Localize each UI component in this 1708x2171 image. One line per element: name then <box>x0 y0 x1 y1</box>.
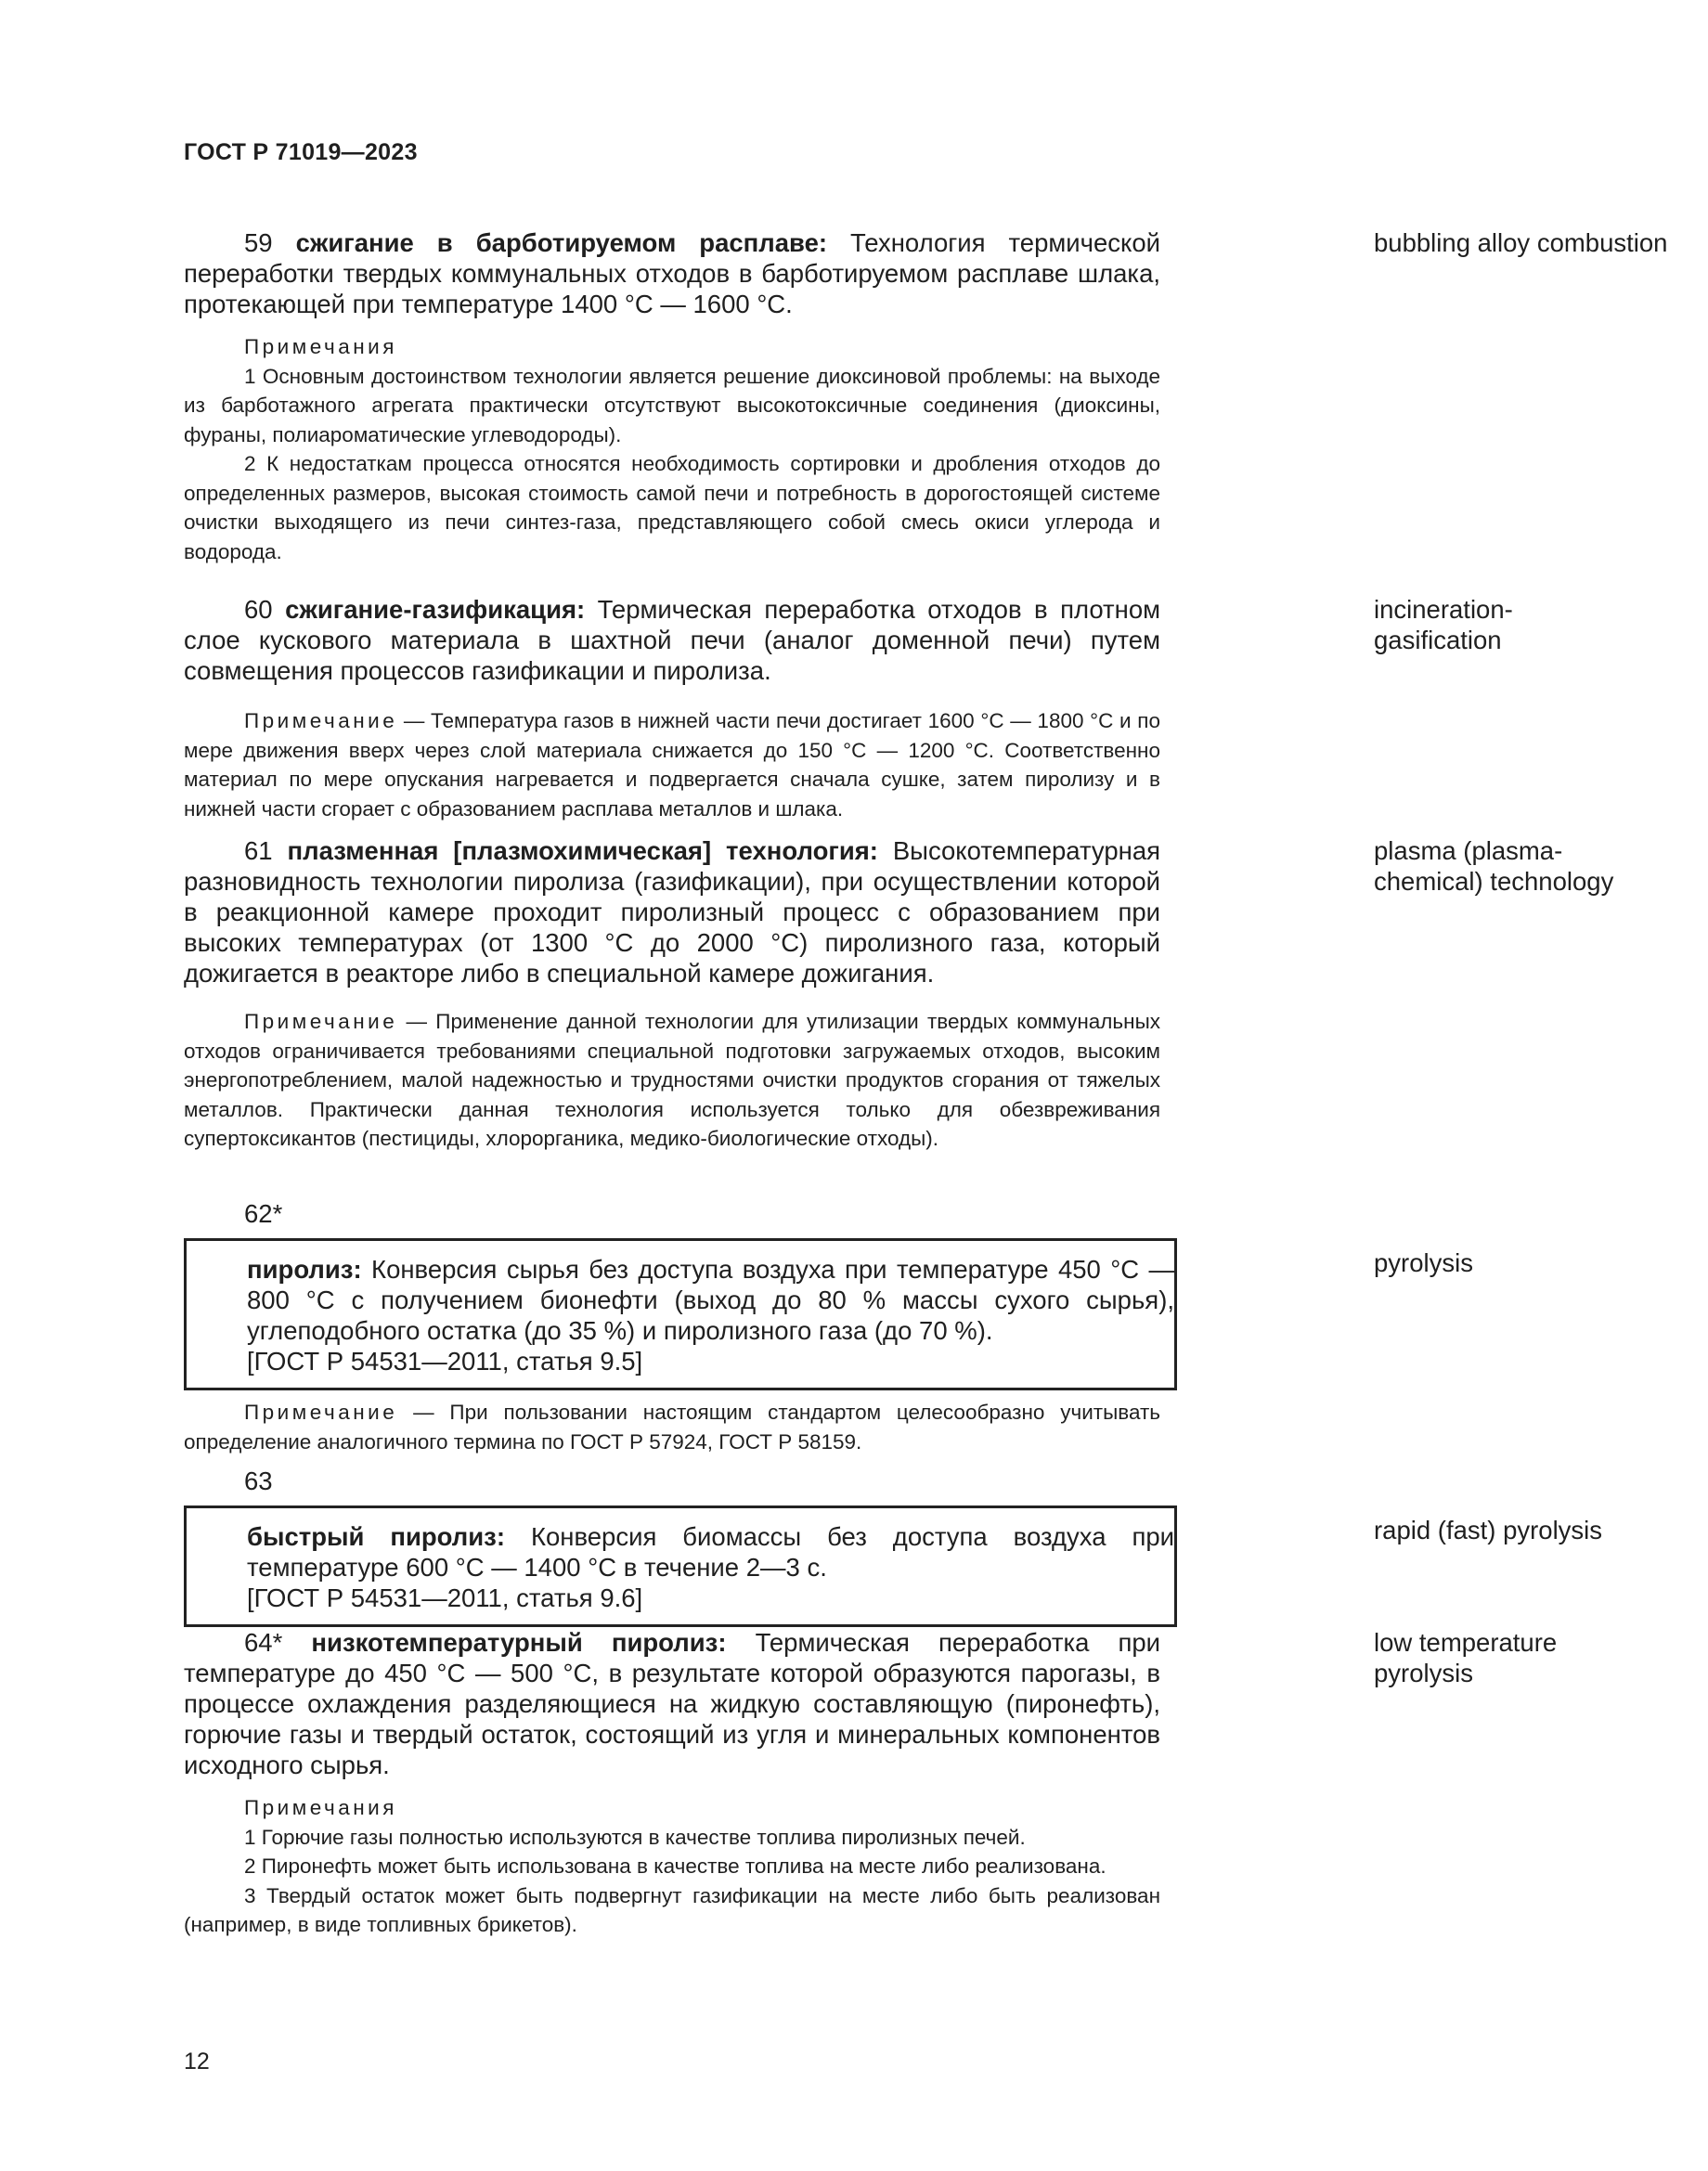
definition <box>184 227 1160 319</box>
note <box>184 706 1160 823</box>
term-entry-61 <box>184 835 1614 1154</box>
term: пиролиз: <box>247 1255 362 1284</box>
boxed-definition <box>184 1505 1177 1627</box>
term-entry-60 <box>184 594 1520 823</box>
term-number: 61 <box>244 836 273 865</box>
term: низкотемпературный пиролиз: <box>311 1628 727 1657</box>
term-entry-63 <box>184 1505 1603 1627</box>
english-equivalent: incineration-gasification <box>1374 595 1513 654</box>
definition-text: Технология термической переработки твердых коммунальных отходов в барботируемом расплаве шлака, протекающей при температуре 1400 °C — 1600 °C. <box>184 228 1161 318</box>
english-equivalent: pyrolysis <box>1374 1248 1473 1277</box>
term-number: 64* <box>244 1628 283 1657</box>
english-equivalent: bubbling alloy combustion <box>1374 228 1668 257</box>
note-item: 2 К недостаткам процесса относятся необходимость сортировки и дробления отходов до определенных размеров, высокая стоимость самой печи и потребность в дорогостоящей системе очистки выходящего из печи синтез-газа, представляющего собой смесь окиси углерода и водорода. <box>184 452 1160 563</box>
note-text: — Температура газов в нижней части печи достигает 1600 °C — 1800 °C и по мере движения вверх через слой материала снижается до 150 °C — 1200 °C. Соответственно материал по мере опускания нагревается и подвергается сначала сушке, затем пиролизу и в нижней части сгорает с образованием расплава металлов и шлака. <box>184 709 1160 821</box>
page-number: 12 <box>184 2048 210 2074</box>
note-title: Примечание <box>244 1401 398 1424</box>
notes <box>184 332 1160 566</box>
term: сжигание в барботируемом расплаве: <box>295 228 828 257</box>
note-title: Примечание <box>244 1010 398 1033</box>
term-number: 60 <box>244 595 273 624</box>
notes-title: Примечания <box>244 335 397 358</box>
definition <box>184 1627 1160 1780</box>
term-number: 59 <box>244 228 273 257</box>
term-entry-59 <box>184 227 1668 566</box>
definition <box>184 835 1160 989</box>
definition-text: Высокотемпературная разновидность технологии пиролиза (газификации), при осуществлении которой в реакционной камере проходит пиролизный процесс с образованием при высоких температурах (от 1300 °C до 2000 °C) пиролизного газа, который дожигается в реакторе либо в специальной камере дожигания. <box>184 836 1161 988</box>
term-number-63: 63 <box>244 1467 273 1495</box>
note-text: — Применение данной технологии для утилизации твердых коммунальных отходов ограничивается требованиями специальной подготовки загружаемых отходов, высоким энергопотреблением, малой надежностью и трудностями очистки продуктов сгорания от тяжелых металлов. Практически данная технология используется только для обезвреживания супертоксикантов (пестициды, хлорорганика, медико-биологические отходы). <box>184 1010 1160 1150</box>
notes <box>184 1793 1160 1940</box>
term-entry-62 <box>184 1238 1520 1456</box>
note-title: Примечание <box>244 709 398 732</box>
term: быстрый пиролиз: <box>247 1522 505 1551</box>
english-equivalent: low temperature pyrolysis <box>1374 1628 1558 1687</box>
note-text: — При пользовании настоящим стандартом целесообразно учитывать определение аналогичного термина по ГОСТ Р 57924, ГОСТ Р 58159. <box>184 1401 1160 1454</box>
term: плазменная [плазмохимическая] технология: <box>287 836 878 865</box>
document-code: ГОСТ Р 71019—2023 <box>184 139 418 165</box>
note-item: 2 Пиронефть может быть использована в качестве топлива на месте либо реализована. <box>244 1854 1106 1878</box>
definition-source: [ГОСТ Р 54531—2011, статья 9.6] <box>247 1583 643 1612</box>
note <box>184 1398 1160 1456</box>
term-entry-64 <box>184 1627 1558 1940</box>
english-equivalent: rapid (fast) pyrolysis <box>1374 1516 1603 1544</box>
definition-text: Термическая переработка при температуре до 450 °C — 500 °C, в результате которой образуются парогазы, в процессе охлаждения разделяющиеся на жидкую составляющую (пиронефть), горючие газы и твердый остаток, состоящий из угля и минеральных компонентов исходного сырья. <box>184 1628 1161 1779</box>
note-item: 3 Твердый остаток может быть подвергнут газификации на месте либо быть реализован (например, в виде топливных брикетов). <box>184 1883 1160 1936</box>
note-item: 1 Основным достоинством технологии является решение диоксиновой проблемы: на выходе из барботажного агрегата практически отсутствуют высокотоксичные соединения (диоксины, фураны, полиароматические углеводороды). <box>184 364 1160 446</box>
definition-source: [ГОСТ Р 54531—2011, статья 9.5] <box>247 1347 643 1376</box>
note-item: 1 Горючие газы полностью используются в качестве топлива пиролизных печей. <box>244 1825 1026 1849</box>
notes-title: Примечания <box>244 1796 397 1819</box>
definition-text: Термическая переработка отходов в плотном слое кускового материала в шахтной печи (аналог доменной печи) путем совмещения процессов газификации и пиролиза. <box>184 595 1161 685</box>
boxed-definition <box>184 1238 1177 1390</box>
definition-text: Конверсия биомассы без доступа воздуха при температуре 600 °C — 1400 °C в течение 2—3 с. <box>247 1522 1174 1582</box>
definition <box>184 594 1160 686</box>
note <box>184 1007 1160 1154</box>
term-number-62: 62* <box>244 1199 283 1228</box>
definition-text: Конверсия сырья без доступа воздуха при температуре 450 °C — 800 °C с получением бионефти (выход до 80 % массы сухого сырья), углеподобного остатка (до 35 %) и пиролизного газа (до 70 %). <box>247 1255 1174 1345</box>
term: сжигание-газификация: <box>285 595 586 624</box>
english-equivalent: plasma (plasma-chemical) technology <box>1374 836 1614 896</box>
